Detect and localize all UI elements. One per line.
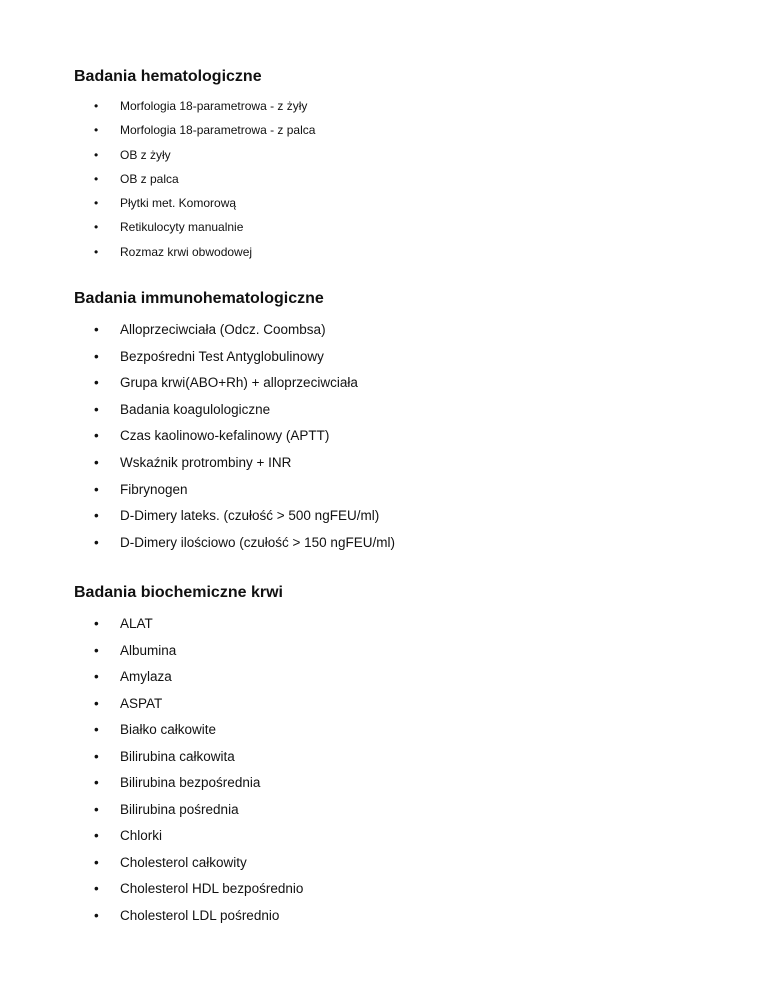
section-hematology [74, 67, 728, 264]
bullet: • [94, 348, 99, 364]
list-item-label: Wskaźnik protrombiny + INR [120, 454, 292, 470]
section-biochemistry [74, 583, 728, 929]
list-item-label: Cholesterol HDL bezpośrednio [120, 881, 304, 896]
list-item-label: Morfologia 18-parametrowa - z żyły [120, 99, 308, 113]
list-item [74, 370, 728, 397]
list-item [74, 167, 728, 191]
list-item-label: Czas kaolinowo-kefalinowy (APTT) [120, 428, 330, 444]
bullet: • [94, 881, 99, 896]
bullet: • [94, 147, 99, 162]
list-item-label: Fibrynogen [120, 481, 188, 497]
list-item [74, 477, 728, 504]
test-list [74, 611, 728, 929]
list-item-label: Cholesterol całkowity [120, 854, 247, 870]
list-item-label: D-Dimery lateks. (czułość > 500 ngFEU/ml) [120, 508, 380, 524]
list-item [74, 770, 728, 797]
list-item [74, 744, 728, 771]
section-immunohematology [74, 289, 728, 556]
list-item-label: D-Dimery ilościowo (czułość > 150 ngFEU/ml) [120, 534, 395, 550]
list-item [74, 191, 728, 215]
list-item-label: Morfologia 18-parametrowa - z palca [120, 123, 316, 138]
bullet: • [94, 748, 99, 764]
bullet: • [94, 854, 99, 870]
list-item-label: ASPAT [120, 695, 163, 711]
bullet: • [94, 775, 99, 790]
list-item [74, 876, 728, 903]
bullet: • [94, 375, 99, 391]
list-item-label: Grupa krwi(ABO+Rh) + alloprzeciwciała [120, 375, 358, 391]
bullet: • [94, 907, 99, 923]
list-item-label: Chlorki [120, 828, 163, 843]
section-title: Badania biochemiczne krwi [74, 584, 283, 601]
list-item-label: Bilirubina bezpośrednia [120, 775, 261, 790]
bullet: • [94, 534, 99, 550]
bullet: • [94, 642, 99, 658]
bullet: • [94, 481, 99, 497]
bullet: • [94, 220, 99, 235]
list-item [74, 450, 728, 477]
bullet: • [94, 244, 99, 259]
list-item [74, 691, 728, 718]
list-item-label: Amylaza [120, 669, 172, 684]
list-item-label: Rozmaz krwi obwodowej [120, 244, 253, 259]
bullet: • [94, 669, 99, 684]
list-item-label: OB z palca [120, 171, 179, 186]
bullet: • [94, 171, 99, 186]
bullet: • [94, 722, 99, 737]
list-item [74, 850, 728, 877]
list-item [74, 143, 728, 167]
bullet: • [94, 508, 99, 524]
list-item-label: Bilirubina całkowita [120, 748, 235, 764]
list-item [74, 240, 728, 264]
list-item [74, 823, 728, 850]
list-item-label: Retikulocyty manualnie [120, 220, 244, 235]
bullet: • [94, 454, 99, 470]
list-item [74, 215, 728, 239]
bullet: • [94, 196, 99, 211]
list-item [74, 903, 728, 930]
bullet: • [94, 123, 99, 138]
list-item [74, 717, 728, 744]
bullet: • [94, 99, 99, 113]
list-item [74, 664, 728, 691]
list-item-label: Płytki met. Komorową [120, 196, 237, 211]
list-item [74, 317, 728, 344]
list-item [74, 118, 728, 142]
section-title: Badania hematologiczne [74, 68, 262, 85]
bullet: • [94, 695, 99, 711]
bullet: • [94, 322, 99, 337]
list-item-label: Cholesterol LDL pośrednio [120, 907, 280, 923]
test-list [74, 94, 728, 264]
test-list [74, 317, 728, 556]
list-item-label: Alloprzeciwciała (Odcz. Coombsa) [120, 322, 326, 337]
list-item-label: ALAT [120, 616, 153, 631]
list-item [74, 344, 728, 371]
bullet: • [94, 401, 99, 417]
list-item [74, 94, 728, 118]
bullet: • [94, 616, 99, 631]
list-item-label: Badania koagulologiczne [120, 401, 271, 417]
list-item [74, 503, 728, 530]
list-item-label: Białko całkowite [120, 722, 217, 737]
bullet: • [94, 801, 99, 817]
list-item [74, 397, 728, 424]
section-title: Badania immunohematologiczne [74, 290, 324, 307]
list-item [74, 423, 728, 450]
list-item [74, 797, 728, 824]
list-item-label: OB z żyły [120, 147, 171, 162]
bullet: • [94, 828, 99, 843]
list-item [74, 638, 728, 665]
list-item-label: Albumina [120, 642, 177, 658]
list-item [74, 530, 728, 557]
list-item-label: Bilirubina pośrednia [120, 801, 239, 817]
list-item-label: Bezpośredni Test Antyglobulinowy [120, 348, 324, 364]
list-item [74, 611, 728, 638]
bullet: • [94, 428, 99, 444]
